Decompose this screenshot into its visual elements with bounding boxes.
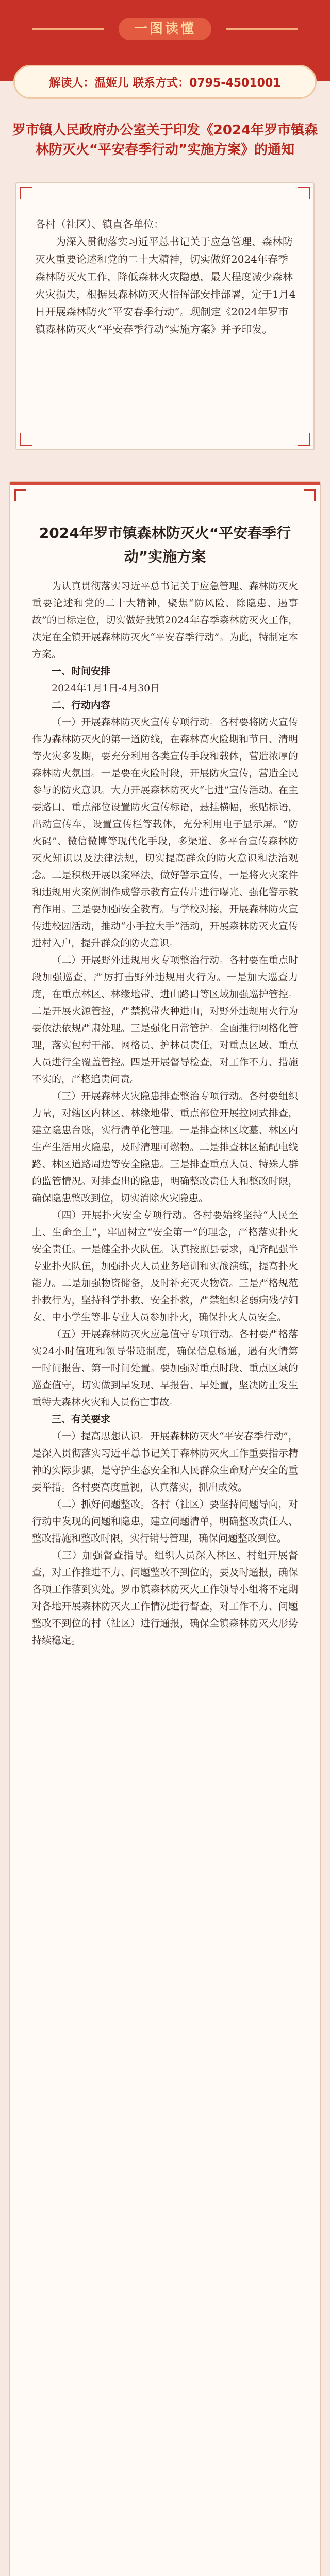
corner-ornament xyxy=(298,433,310,446)
plan-title: 2024年罗市镇森林防灭火“平安春季行动”实施方案 xyxy=(39,524,291,565)
section-heading: 二、行动内容 xyxy=(52,700,111,711)
card-top-line xyxy=(10,482,320,485)
corner-ornament xyxy=(20,433,32,446)
section-heading: 三、有关要求 xyxy=(52,1414,111,1425)
plan-card xyxy=(9,481,321,2576)
plan-paragraph: 为认真贯彻落实习近平总书记关于应急管理、森林防灭火重要论述和党的二十大精神，聚焦“防风险、除隐患、遏事故”的目标定位，切实做好我镇2024年春季森林防灭火工作，决定在全镇开展森林防灭火“平安春季行动”。为此，特制定本方案。 xyxy=(32,581,298,660)
salutation: 各村（社区）、镇直各单位： xyxy=(35,218,164,230)
plan-body xyxy=(32,521,298,1649)
notice-title: 罗市镇人民政府办公室关于印发《2024年罗市镇森林防灭火“平安春季行动”实施方案》的通知 xyxy=(12,123,318,158)
plan-paragraph: （二）抓好问题整改。各村（社区）要坚持问题导向，对行动中发现的问题和隐患，建立问题清单，明确整改责任人、整改措施和整改时限，实行销号管理，确保问题整改到位。 xyxy=(32,1499,298,1544)
intro-body xyxy=(35,215,296,338)
corner-ornament xyxy=(304,489,316,501)
plan-paragraph: （三）开展森林火灾隐患排查整治专项行动。各村要组织力量，对辖区内林区、林缘地带、重点部位开展拉网式排查，建立隐患台账，实行清单化管理。一是排查林区坟墓、林区内生产生活用火隐患，及时清理可燃物。二是排查林区输配电线路、林区道路周边等安全隐患。三是排查重点人员、特殊人群的监管情况。对排查出的隐患，明确整改责任人和整改时限，确保隐患整改到位，切实消除火灾隐患。 xyxy=(32,1091,298,1204)
plan-paragraph: 2024年1月1日-4月30日 xyxy=(52,683,160,694)
corner-ornament xyxy=(20,187,32,199)
plan-paragraph: （三）加强督查指导。组织人员深入林区、村组开展督查，对工作推进不力、问题整改不到位的，要及时通报，确保各项工作落到实处。罗市镇森林防灭火工作领导小组将不定期对各地开展森林防灭火工作情况进行督查，对工作不力、问题整改不到位的村（社区）进行通报，确保全镇森林防灭火形势持续稳定。 xyxy=(32,1550,298,1646)
banner-decoration-left xyxy=(32,28,104,30)
plan-paragraph: （二）开展野外违规用火专项整治行动。各村要在重点时段加强巡查，严厉打击野外违规用火行为。一是加大巡查力度，在重点林区、林缘地带、进山路口等区域加强巡护管控。二是开展火源管控，严禁携带火种进山，对野外违规用火行为要依法依规严肃处理。三是强化日常管护。全面推行网格化管理，落实包村干部、网格员、护林员责任，对重点区域、重点人员进行全覆盖管控。四是开展督导检查，对工作不力、措施不实的，严格追责问责。 xyxy=(32,955,298,1085)
plan-paragraph: （四）开展扑火安全专项行动。各村要始终坚持“人民至上、生命至上”，牢固树立“安全第一”的理念，严格落实扑火安全责任。一是健全扑火队伍。认真按照县要求，配齐配强半专业扑火队伍，加强扑火人员业务培训和实战演练，提高扑火能力。二是加强物资储备，及时补充灭火物资。三是严格规范扑救行为，坚持科学扑救、安全扑救，严禁组织老弱病残孕妇女、中小学生等非专业人员参加扑火，确保扑火人员安全。 xyxy=(32,1210,298,1323)
banner-title: 一图读懂 xyxy=(119,18,211,40)
plan-paragraph: （一）提高思想认识。开展森林防灭火“平安春季行动”，是深入贯彻落实习近平总书记关于森林防灭火工作重要指示精神的实际步骤，是守护生态安全和人民群众生命财产安全的重要举措。各村要高度重视，认真落实，抓出成效。 xyxy=(32,1431,298,1493)
corner-ornament xyxy=(14,489,26,501)
corner-ornament xyxy=(298,187,310,199)
section-heading: 一、时间安排 xyxy=(52,666,111,677)
intro-card xyxy=(15,182,315,450)
plan-paragraph: （一）开展森林防灭火宣传专项行动。各村要将防火宣传作为森林防灭火的第一道防线，在森林高火险期和节日、清明等火灾多发期，要充分利用各类宣传手段和载体，营造浓厚的森林防火氛围。一是要在火险时段，开展防火宣传，营造全民参与的防火意识。大力开展森林防灭火“七进”宣传活动。在主要路口、重点部位设置防火宣传标语，悬挂横幅，张贴标语，出动宣传车，设置宣传栏等载体，充分利用电子显示屏。“防火码”、微信微博等现代化手段，多渠道、多平台宣传森林防灭火知识以及法律法规，切实提高群众的防火意识和法治观念。二是积极开展以案释法，做好警示宣传，一是将火灾案件和违规用火案例制作成警示教育宣传片进行曝光、强化警示教育作用。三是要加强安全教育。与学校对接，开展森林防火宣传进校园活动，推动“小手拉大手”活动，开展森林防灭火宣传进村入户，提升群众的防火意识。 xyxy=(32,717,298,949)
contact-info: 解读人：温姬儿 联系方式：0795-4501001 xyxy=(13,65,317,99)
plan-paragraph: （五）开展森林防灭火应急值守专项行动。各村要严格落实24小时值班和领导带班制度，确保信息畅通，遇有火情第一时间报告、第一时间处置。要加强对重点时段、重点区域的巡查值守，切实做到早发现、早报告、早处置，坚决防止发生重特大森林火灾和人员伤亡事故。 xyxy=(32,1329,298,1408)
intro-paragraph: 为深入贯彻落实习近平总书记关于应急管理、森林防灭火重要论述和党的二十大精神，切实做好2024年春季森林防灭火工作，降低森林火灾隐患，最大程度减少森林火灾损失，根据县森林防灭火指挥部安排部署，定于1月4日开展森林防火“平安春季行动”。现制定《2024年罗市镇森林防灭火“平安春季行动”实施方案》并予印发。 xyxy=(35,235,296,335)
banner-decoration-right xyxy=(226,28,298,30)
